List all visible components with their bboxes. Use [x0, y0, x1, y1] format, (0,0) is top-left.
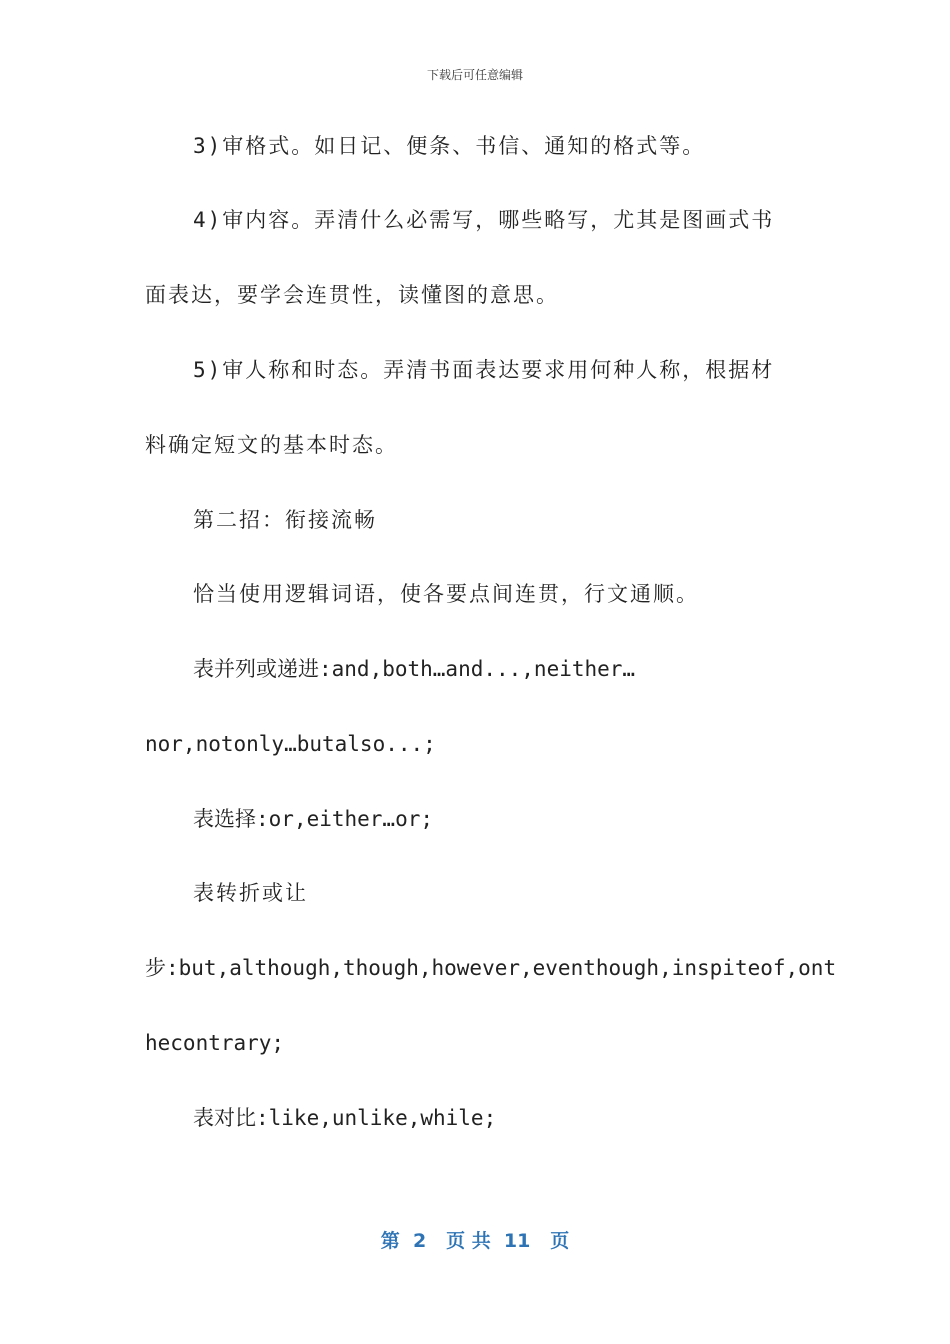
paragraph-line: 表转折或让: [193, 881, 308, 905]
page-header: 下载后可任意编辑: [426, 68, 523, 82]
paragraph-line: 表对比:like,unlike,while;: [193, 1106, 497, 1130]
paragraph-line: 3)审格式。如日记、便条、书信、通知的格式等。: [193, 134, 706, 158]
paragraph-line: hecontrary;: [145, 1031, 285, 1055]
paragraph-line: 步:but,although,though,however,eventhough,inspiteof,ont: [145, 956, 837, 980]
paragraph-line: 表选择:or,either…or;: [193, 807, 434, 831]
section-heading: 第二招：衔接流畅: [193, 508, 377, 532]
paragraph-line: 料确定短文的基本时态。: [145, 433, 398, 457]
paragraph-line: nor,notonly…butalso...;: [145, 732, 436, 756]
paragraph-line: 面表达，要学会连贯性，读懂图的意思。: [145, 283, 559, 307]
page-number-footer: 第 2 页 共 11 页: [380, 1230, 570, 1252]
paragraph-line: 表并列或递进:and,both…and...,neither…: [193, 657, 636, 681]
paragraph-line: 恰当使用逻辑词语，使各要点间连贯，行文通顺。: [193, 582, 699, 606]
paragraph-line: 4)审内容。弄清什么必需写，哪些略写，尤其是图画式书: [193, 208, 775, 232]
paragraph-line: 5)审人称和时态。弄清书面表达要求用何种人称，根据材: [193, 358, 775, 382]
